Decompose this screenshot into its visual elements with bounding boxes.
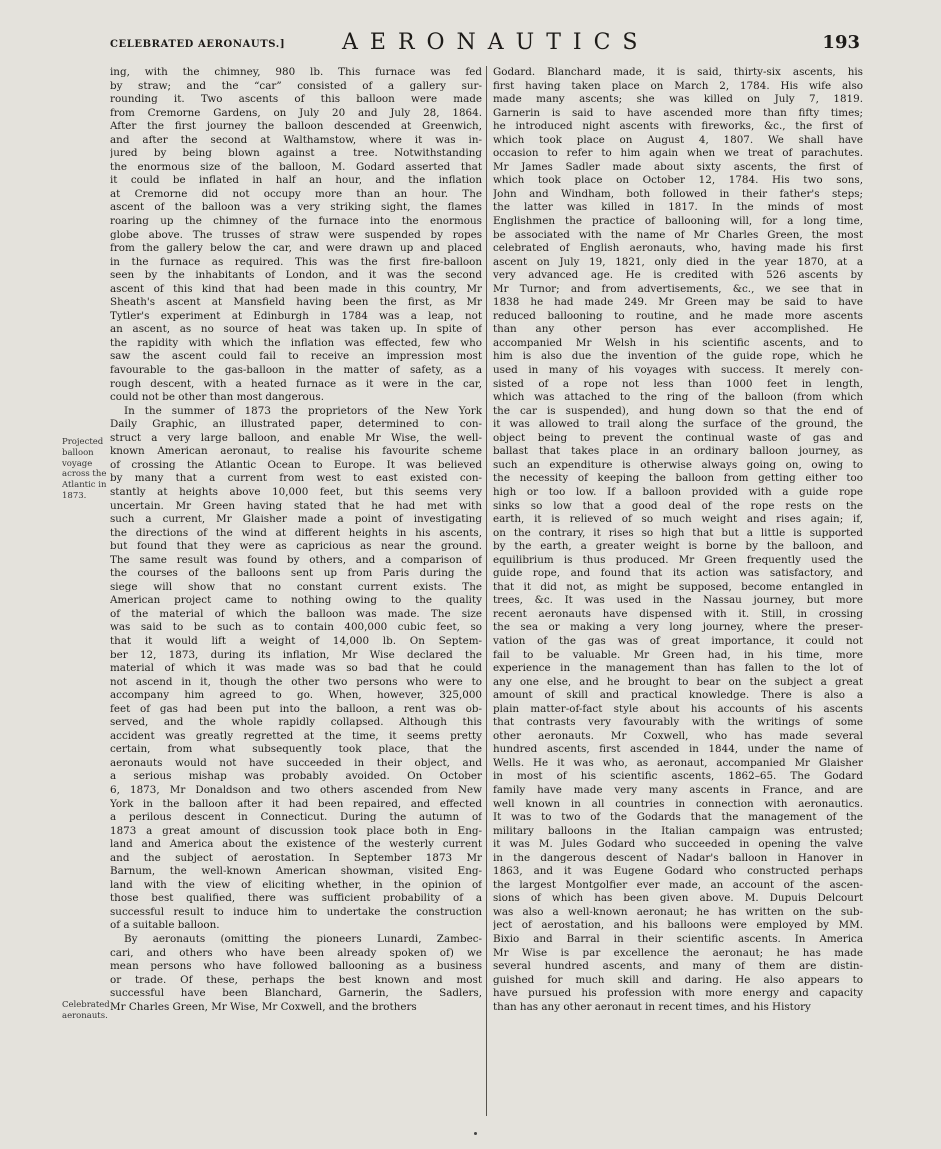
text-line: siege will show that no constant current exists. The <box>110 580 482 593</box>
text-line: family have made very many ascents in France, and are <box>493 783 863 796</box>
text-line: The same result was found by others, and a comparison of <box>110 553 482 566</box>
text-line: land and America about the existence of the westerly current <box>110 838 482 851</box>
text-line: not ascend in it, though the other two persons who were to <box>110 675 482 688</box>
text-line: 1838 he had made 249. Mr Green may be said to have <box>493 296 863 309</box>
text-line: Mr Turnor; and from advertisements, &c., we see that in <box>493 282 863 295</box>
text-line: which took place on October 12, 1784. His two sons, <box>493 174 863 187</box>
text-line: Mr Wise is par excellence the aeronaut; he has made <box>493 946 863 959</box>
text-line: hundred ascents, first ascended in 1844, under the name of <box>493 743 863 756</box>
text-line: vation of the gas was of great importance, it could not <box>493 634 863 647</box>
text-line: by straw; and the “car” consisted of a gallery sur- <box>110 79 482 92</box>
text-line: it was allowed to trail along the surface of the ground, the <box>493 418 863 431</box>
text-line: was said to be such as to contain 400,000 cubic feet, so <box>110 621 482 634</box>
text-line: John and Windham, both followed in their father's steps; <box>493 187 863 200</box>
text-line: be associated with the name of Mr Charles Green, the most <box>493 228 863 241</box>
text-line: which took place on August 4, 1807. We shall have <box>493 133 863 146</box>
left-column <box>110 66 482 1014</box>
text-line: such a current, Mr Glaisher made a point of investigating <box>110 513 482 526</box>
text-line: from the gallery below the car, and were drawn up and placed <box>110 242 482 255</box>
text-line: military balloons in the Italian campaign was entrusted; <box>493 824 863 837</box>
margin-note-line: voyage <box>62 458 93 469</box>
text-line: Tytler's experiment at Edinburgh in 1784 was a leap, not <box>110 309 482 322</box>
text-line: of the material of which the balloon was made. The size <box>110 607 482 620</box>
text-line: land with the view of eliciting whether, in the opinion of <box>110 878 482 891</box>
text-line: that it would lift a weight of 14,000 lb. On Septem- <box>110 634 482 647</box>
text-line: Mr Charles Green, Mr Wise, Mr Coxwell, and the brothers <box>110 1000 417 1013</box>
text-line: that it did not, as might be supposed, become entangled in <box>493 580 863 593</box>
text-line: any one else, and he brought to bear on the subject a great <box>493 675 863 688</box>
margin-note-line: Projected <box>62 437 104 447</box>
text-line: him is also due the invention of the guide rope, which he <box>493 350 863 363</box>
text-line: saw the ascent could fail to receive an impression most <box>110 350 482 363</box>
running-head: CELEBRATED AERONAUTS.] <box>110 39 286 50</box>
text-line: sinks so low that a good deal of the rope rests on the <box>493 499 863 512</box>
text-line: ballast that takes place in an ordinary balloon journey, as <box>493 445 863 458</box>
text-line: in the dangerous descent of Nadar's balloon in Hanover in <box>493 851 863 864</box>
text-line: he introduced night ascents with fireworks, &c., the first of <box>493 120 863 133</box>
text-line: or trade. Of these, perhaps the best known and most <box>110 973 482 986</box>
text-line: rounding it. Two ascents of this balloon were made <box>110 93 482 106</box>
text-line: the sea or making a very long journey, where the preser- <box>493 621 863 634</box>
text-line: object being to prevent the continual waste of gas and <box>493 431 863 444</box>
text-line: cari, and others who have been already spoken of) we <box>110 946 482 959</box>
text-line: In the summer of 1873 the proprietors of the New York <box>124 404 482 417</box>
text-line: feet of gas had been put into the balloon, a rent was ob- <box>110 702 482 715</box>
text-line: accident was greatly regretted at the time, it seems pretty <box>110 729 482 742</box>
text-line: and the subject of aerostation. In September 1873 Mr <box>110 851 482 864</box>
text-line: Wells. He it was who, as aeronaut, accompanied Mr Glaisher <box>493 756 863 769</box>
text-line: which was attached to the ring of the balloon (from which <box>493 391 863 404</box>
text-line: ascent of this kind that had been made in this country, Mr <box>110 282 482 295</box>
text-line: of crossing the Atlantic Ocean to Europe. It was believed <box>110 458 482 471</box>
text-line: seen by the inhabitants of London, and it was the second <box>110 269 482 282</box>
text-line: celebrated of English aeronauts, who, having made his first <box>493 242 863 255</box>
text-line: other aeronauts. Mr Coxwell, who has made several <box>493 729 863 742</box>
text-line: struct a very large balloon, and enable Mr Wise, the well- <box>110 431 482 444</box>
text-line: equilibrium is thus produced. Mr Green frequently used the <box>493 553 863 566</box>
text-line: first having taken place on March 2, 1784. His wife also <box>493 79 863 92</box>
text-line: earth, it is relieved of so much weight and rises again; if, <box>493 513 863 526</box>
text-line: favourable to the gas-balloon in the matter of safety, as a <box>110 364 482 377</box>
text-line: of a suitable balloon. <box>110 919 220 932</box>
text-line: from Cremorne Gardens, on July 20 and July 28, 1864. <box>110 106 482 119</box>
text-line: the latter was killed in 1817. In the minds of most <box>493 201 863 214</box>
text-line: roaring up the chimney of the furnace into the enormous <box>110 215 482 228</box>
text-line: a serious mishap was probably avoided. On October <box>110 770 482 783</box>
text-line: guished for much skill and daring. He also appears to <box>493 973 863 986</box>
text-line: very advanced age. He is credited with 526 ascents by <box>493 269 863 282</box>
text-line: experience in the management than has fallen to the lot of <box>493 662 863 675</box>
margin-note-aeronauts <box>62 1000 108 1022</box>
column-divider <box>486 66 487 1116</box>
text-line: ascent on July 19, 1821, only died in the year 1870, at a <box>493 255 863 268</box>
margin-note-line: across the <box>62 469 107 480</box>
text-line: 6, 1873, Mr Donaldson and two others ascended from New <box>110 783 482 796</box>
text-line: Mr James Sadler made about sixty ascents, the first of <box>493 160 863 173</box>
text-line: Daily Graphic, an illustrated paper, determined to con- <box>110 418 482 431</box>
text-line: have pursued his profession with more energy and capacity <box>493 987 863 1000</box>
page-title: AERONAUTICS <box>342 30 650 55</box>
text-line: uncertain. Mr Green having stated that he had met with <box>110 499 482 512</box>
right-column <box>493 66 863 1014</box>
text-line: than has any other aeronaut in recent times, and his History <box>493 1000 811 1013</box>
text-line: by many that a current from west to east existed con- <box>110 472 482 485</box>
text-line: the directions of the wind at different heights in his ascents, <box>110 526 482 539</box>
text-line: amount of skill and practical knowledge. There is also a <box>493 689 863 702</box>
text-line: It was to two of the Godards that the management of the <box>493 811 863 824</box>
text-line: accompanied Mr Welsh in his scientific ascents, and to <box>493 336 863 349</box>
text-line: in the furnace as required. This was the first fire-balloon <box>110 255 482 268</box>
margin-note-atlantic <box>62 437 108 502</box>
text-line: Englishmen the practice of ballooning will, for a long time, <box>493 215 863 228</box>
text-line: a perilous descent in Connecticut. During the autumn of <box>110 811 482 824</box>
text-line: that contrasts very favourably with the writings of some <box>493 716 863 729</box>
text-line: on the contrary, it rises so high that but a little is supported <box>493 526 863 539</box>
text-line: ber 12, 1873, during its inflation, Mr Wise declared the <box>110 648 482 661</box>
text-line: plain matter-of-fact style about his accounts of his ascents <box>493 702 863 715</box>
text-line: and after the second at Walthamstow, where it was in- <box>110 133 482 146</box>
text-line: the largest Montgolfier ever made, an account of the ascen- <box>493 878 863 891</box>
text-line: accompany him agreed to go. When, however, 325,000 <box>110 689 482 702</box>
text-line: reduced ballooning to routine, and he made more ascents <box>493 309 863 322</box>
text-line: Garnerin is said to have ascended more than fifty times; <box>493 106 863 119</box>
text-line: successful result to induce him to undertake the construction <box>110 905 482 918</box>
text-line: ing, with the chimney, 980 lb. This furnace was fed <box>110 66 482 78</box>
text-line: York in the balloon after it had been repaired, and effected <box>110 797 482 810</box>
text-line: the rapidity with which the inflation was effected, few who <box>110 336 482 349</box>
text-line: aeronauts would not have succeeded in their object, and <box>110 756 482 769</box>
text-line: Godard. Blanchard made, it is said, thirty-six ascents, his <box>493 66 863 78</box>
page-speck <box>474 1132 477 1135</box>
text-line: 1863, and it was Eugene Godard who constructed perhaps <box>493 865 863 878</box>
text-line: it was M. Jules Godard who succeeded in opening the valve <box>493 838 863 851</box>
text-line: globe above. The trusses of straw were suspended by ropes <box>110 228 482 241</box>
text-line: but found that they were as capricious as near the ground. <box>110 540 482 553</box>
text-line: guide rope, and found that its action was satisfactory, and <box>493 567 863 580</box>
text-line: ascent of the balloon was a very striking sight, the flames <box>110 201 482 214</box>
text-line: served, and the whole rapidly collapsed. Although this <box>110 716 482 729</box>
text-line: known American aeronaut, to realise his favourite scheme <box>110 445 482 458</box>
text-line: By aeronauts (omitting the pioneers Lunardi, Zambec- <box>124 933 482 945</box>
text-line: recent aeronauts have dispensed with it. Still, in crossing <box>493 607 863 620</box>
text-line: several hundred ascents, and many of them are distin- <box>493 960 863 973</box>
text-line: rough descent, with a heated furnace as it were in the car, <box>110 377 482 390</box>
text-line: the courses of the balloons sent up from Paris during the <box>110 567 482 580</box>
text-line: sions of which has been given above. M. Dupuis Delcourt <box>493 892 863 905</box>
margin-note-line: 1873. <box>62 490 87 501</box>
text-line: used in many of his voyages with success. It merely con- <box>493 364 863 377</box>
text-line: in most of his scientific ascents, 1862–65. The Godard <box>493 770 863 783</box>
text-line: the necessity of keeping the balloon from getting either too <box>493 472 863 485</box>
text-line: trees, &c. It was used in the Nassau journey, but more <box>493 594 863 607</box>
text-line: sisted of a rope not less than 1000 feet in length, <box>493 377 863 390</box>
text-line: certain, from what subsequently took place, that the <box>110 743 482 756</box>
text-line: Barnum, the well-known American showman, visited Eng- <box>110 865 482 878</box>
text-line: an ascent, as no source of heat was taken up. In spite of <box>110 323 482 336</box>
text-line: such an expenditure is otherwise always going on, owing to <box>493 458 863 471</box>
text-line: the enormous size of the balloon, M. Godard asserted that <box>110 160 482 173</box>
margin-note-line: balloon <box>62 447 94 458</box>
text-line: After the first journey the balloon descended at Greenwich, <box>110 120 482 133</box>
text-line: American project came to nothing owing to the quality <box>110 594 482 607</box>
margin-note-line: Atlantic in <box>62 480 107 491</box>
text-line: those best qualified, there was sufficient probability of a <box>110 892 482 905</box>
text-line: 1873 a great amount of discussion took place both in Eng- <box>110 824 482 837</box>
text-line: ject of aerostation, and his balloons were employed by MM. <box>493 919 863 932</box>
text-line: high or too low. If a balloon provided with a guide rope <box>493 485 863 498</box>
page-number: 193 <box>822 32 860 53</box>
text-line: could not be other than most dangerous. <box>110 391 325 404</box>
text-line: material of which it was made was so bad that he could <box>110 662 482 675</box>
text-line: Sheath's ascent at Mansfield having been the first, as Mr <box>110 296 482 309</box>
text-line: it could be inflated in half an hour, and the inflation <box>110 174 482 187</box>
margin-note-line: Celebrated <box>62 1000 110 1010</box>
text-line: by the earth, a greater weight is borne by the balloon, and <box>493 540 863 553</box>
text-line: than any other person has ever accomplished. He <box>493 323 863 336</box>
text-line: the car is suspended), and hung down so that the end of <box>493 404 863 417</box>
text-line: at Cremorne did not occupy more than an hour. The <box>110 187 482 200</box>
text-line: Bixio and Barral in their scientific ascents. In America <box>493 933 863 945</box>
text-line: successful have been Blanchard, Garnerin, the Sadlers, <box>110 987 482 1000</box>
text-line: fail to be valuable. Mr Green had, in his time, more <box>493 648 863 661</box>
text-line: stantly at heights above 10,000 feet, but this seems very <box>110 485 482 498</box>
text-line: mean persons who have followed ballooning as a business <box>110 960 482 973</box>
margin-note-line: aeronauts. <box>62 1010 108 1021</box>
text-line: well known in all countries in connection with aeronautics. <box>493 797 863 810</box>
page-header <box>110 30 860 60</box>
text-line: made many ascents; she was killed on July 7, 1819. <box>493 93 863 106</box>
text-line: occasion to refer to him again when we treat of parachutes. <box>493 147 863 160</box>
text-line: was also a well-known aeronaut; he has written on the sub- <box>493 905 863 918</box>
text-line: jured by being blown against a tree. Notwithstanding <box>110 147 482 160</box>
